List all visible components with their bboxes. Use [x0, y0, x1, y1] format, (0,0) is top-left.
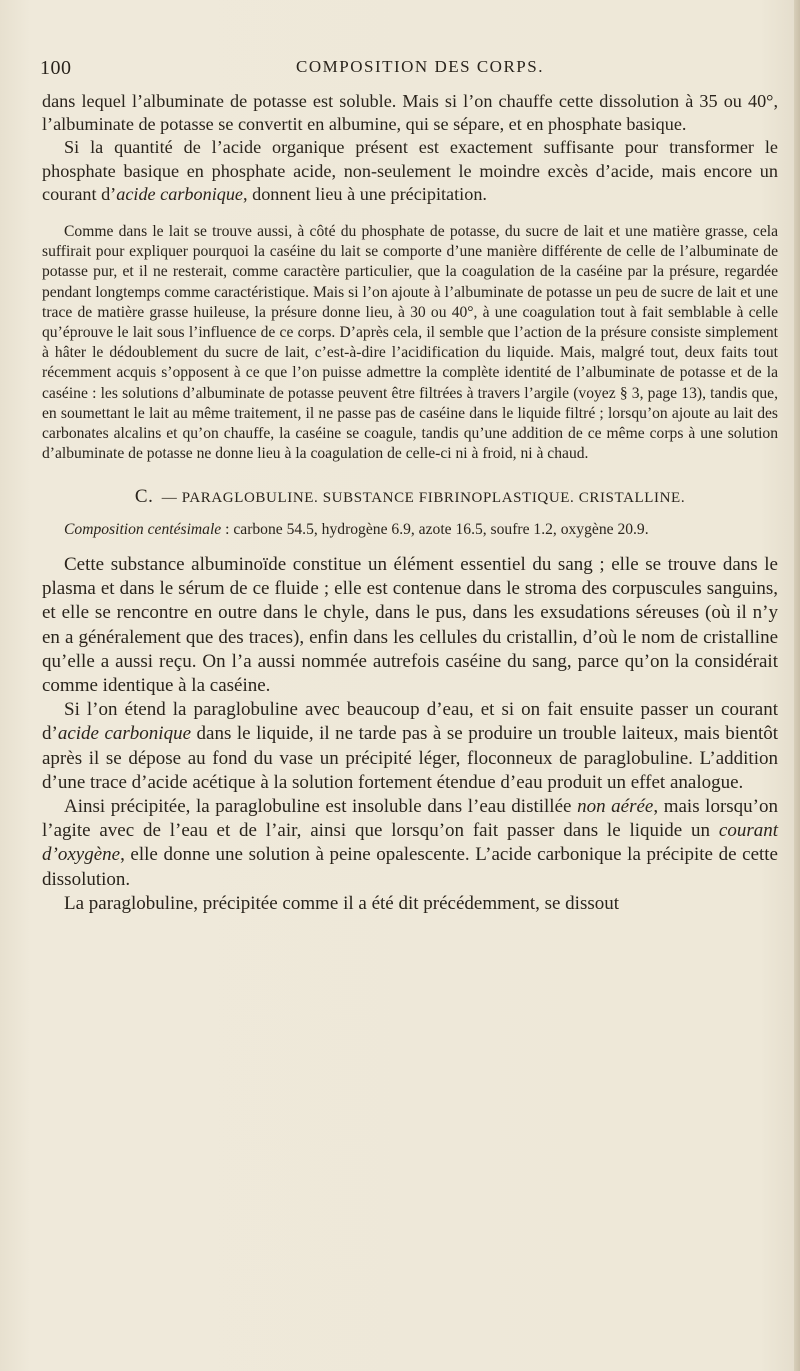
section-dash: —	[161, 490, 178, 507]
running-title: COMPOSITION DES CORPS.	[296, 57, 544, 76]
running-head	[40, 57, 780, 83]
page-edge-shadow	[794, 0, 800, 1371]
paragraph-small-print-caseine: Comme dans le lait se trouve aussi, à côté du phosphate de potasse, du sucre de lait et une matière grasse, cela suffirait pour expliquer pourquoi la caséine du lait se comporte d’une manière différente de celle de l’albuminate de potasse pur, et il ne resterait, comme caractère particulier, que la coagulation de la caséine par la présure, regardée pendant longtemps comme caractéristique. Mais si l’on ajoute à l’albuminate de potasse un peu de sucre de lait et une trace de matière grasse huileuse, la présure donne lieu, à 30 ou 40°, à une coagulation tout à fait semblable à celle qu’éprouve le lait sous l’influence de ce corps. D’après cela, il semble que l’action de la présure consiste simplement à hâter le dédoublement du sucre de lait, c’est-à-dire l’acidification du liquide. Mais, malgré tout, deux faits tout récemment acquis s’opposent à ce que l’on puisse admettre la complète identité de l’albuminate de potasse et de la caséine : les solutions d’albuminate de potasse peuvent être filtrées à travers l’argile (voyez § 3, page 13), tandis que, en soumettant le lait au même traitement, il ne passe pas de caséine dans le liquide filtré ; lorsqu’on ajoute au lait des carbonates alcalins et qu’on chauffe, la caséine se coagule, tandis qu’une addition de ce même corps à une solution d’albuminate de potasse ne donne lieu à la coagulation de celle-ci ni à froid, ni à chaud.	[42, 223, 778, 463]
composition-label: Composition centésimale	[64, 521, 222, 539]
emphasis-acide-carbonique: acide carbonique	[116, 183, 244, 204]
page-body	[42, 90, 778, 916]
section-heading	[42, 486, 778, 508]
section-letter: C.	[134, 486, 154, 508]
paragraph-continuation: dans lequel l’albuminate de potasse est soluble. Mais si l’on chauffe cette dissolution à 35 ou 40°, l’albuminate de potasse se convertit en albumine, qui se sépare, et en phosphate basique.	[42, 91, 778, 135]
emphasis-acide-carbonique-2: acide carbonique	[57, 723, 192, 745]
emphasis-courant-oxygene: courant d’oxygène	[42, 820, 778, 866]
section-title: PARAGLOBULINE. SUBSTANCE FIBRINOPLASTIQUE. CRISTALLINE.	[181, 490, 686, 507]
paragraph-organic-acid: Si la quantité de l’acide organique présent est exactement suffisante pour transformer le phosphate basique en phosphate acide, non-seulement le moindre excès d’acide, mais encore un courant d’acide carbonique, donnent lieu à une précipitation.	[42, 137, 778, 204]
paragraph-paraglobuline-precipitation: Si l’on étend la paraglobuline avec beaucoup d’eau, et si on fait ensuite passer un courant d’acide carbonique dans le liquide, il ne tarde pas à se produire un trouble laiteux, mais bientôt après il se dépose au fond du vase un précipité léger, floconneux de paraglobuline. L’addition d’une trace d’acide acétique à la solution fortement étendue d’eau produit un effet analogue.	[42, 699, 779, 793]
paragraph-paraglobuline-intro: Cette substance albuminoïde constitue un élément essentiel du sang ; elle se trouve dans le plasma et dans le sérum de ce fluide ; elle est contenue dans le stroma des corpuscules sanguins, et elle se rencontre en outre dans le chyle, dans le pus, dans les exsudations séreuses (où il n’y en a généralement que des traces), enfin dans les cellules du cristallin, d’où le nom de cristalline qu’elle a aussi reçu. On l’a aussi nommée autrefois caséine du sang, parce qu’on la considérait comme identique à la caséine.	[42, 553, 778, 696]
paragraph-paraglobuline-solubility: Ainsi précipitée, la paraglobuline est insoluble dans l’eau distillée non aérée, mais lorsqu’on l’agite avec de l’eau et de l’air, ainsi que lorsqu’on fait passer dans le liquide un courant d’oxygène, elle donne une solution à peine opalescente. L’acide carbonique la précipite de cette dissolution.	[42, 795, 779, 890]
composition-line: Composition centésimale : carbone 54.5, hydrogène 6.9, azote 16.5, soufre 1.2, oxygène 20.9.	[64, 521, 649, 539]
emphasis-non-aeree: non aérée	[577, 795, 654, 817]
paragraph-paraglobuline-final: La paraglobuline, précipitée comme il a été dit précédemment, se dissout	[64, 892, 620, 914]
page-number: 100	[40, 57, 72, 79]
